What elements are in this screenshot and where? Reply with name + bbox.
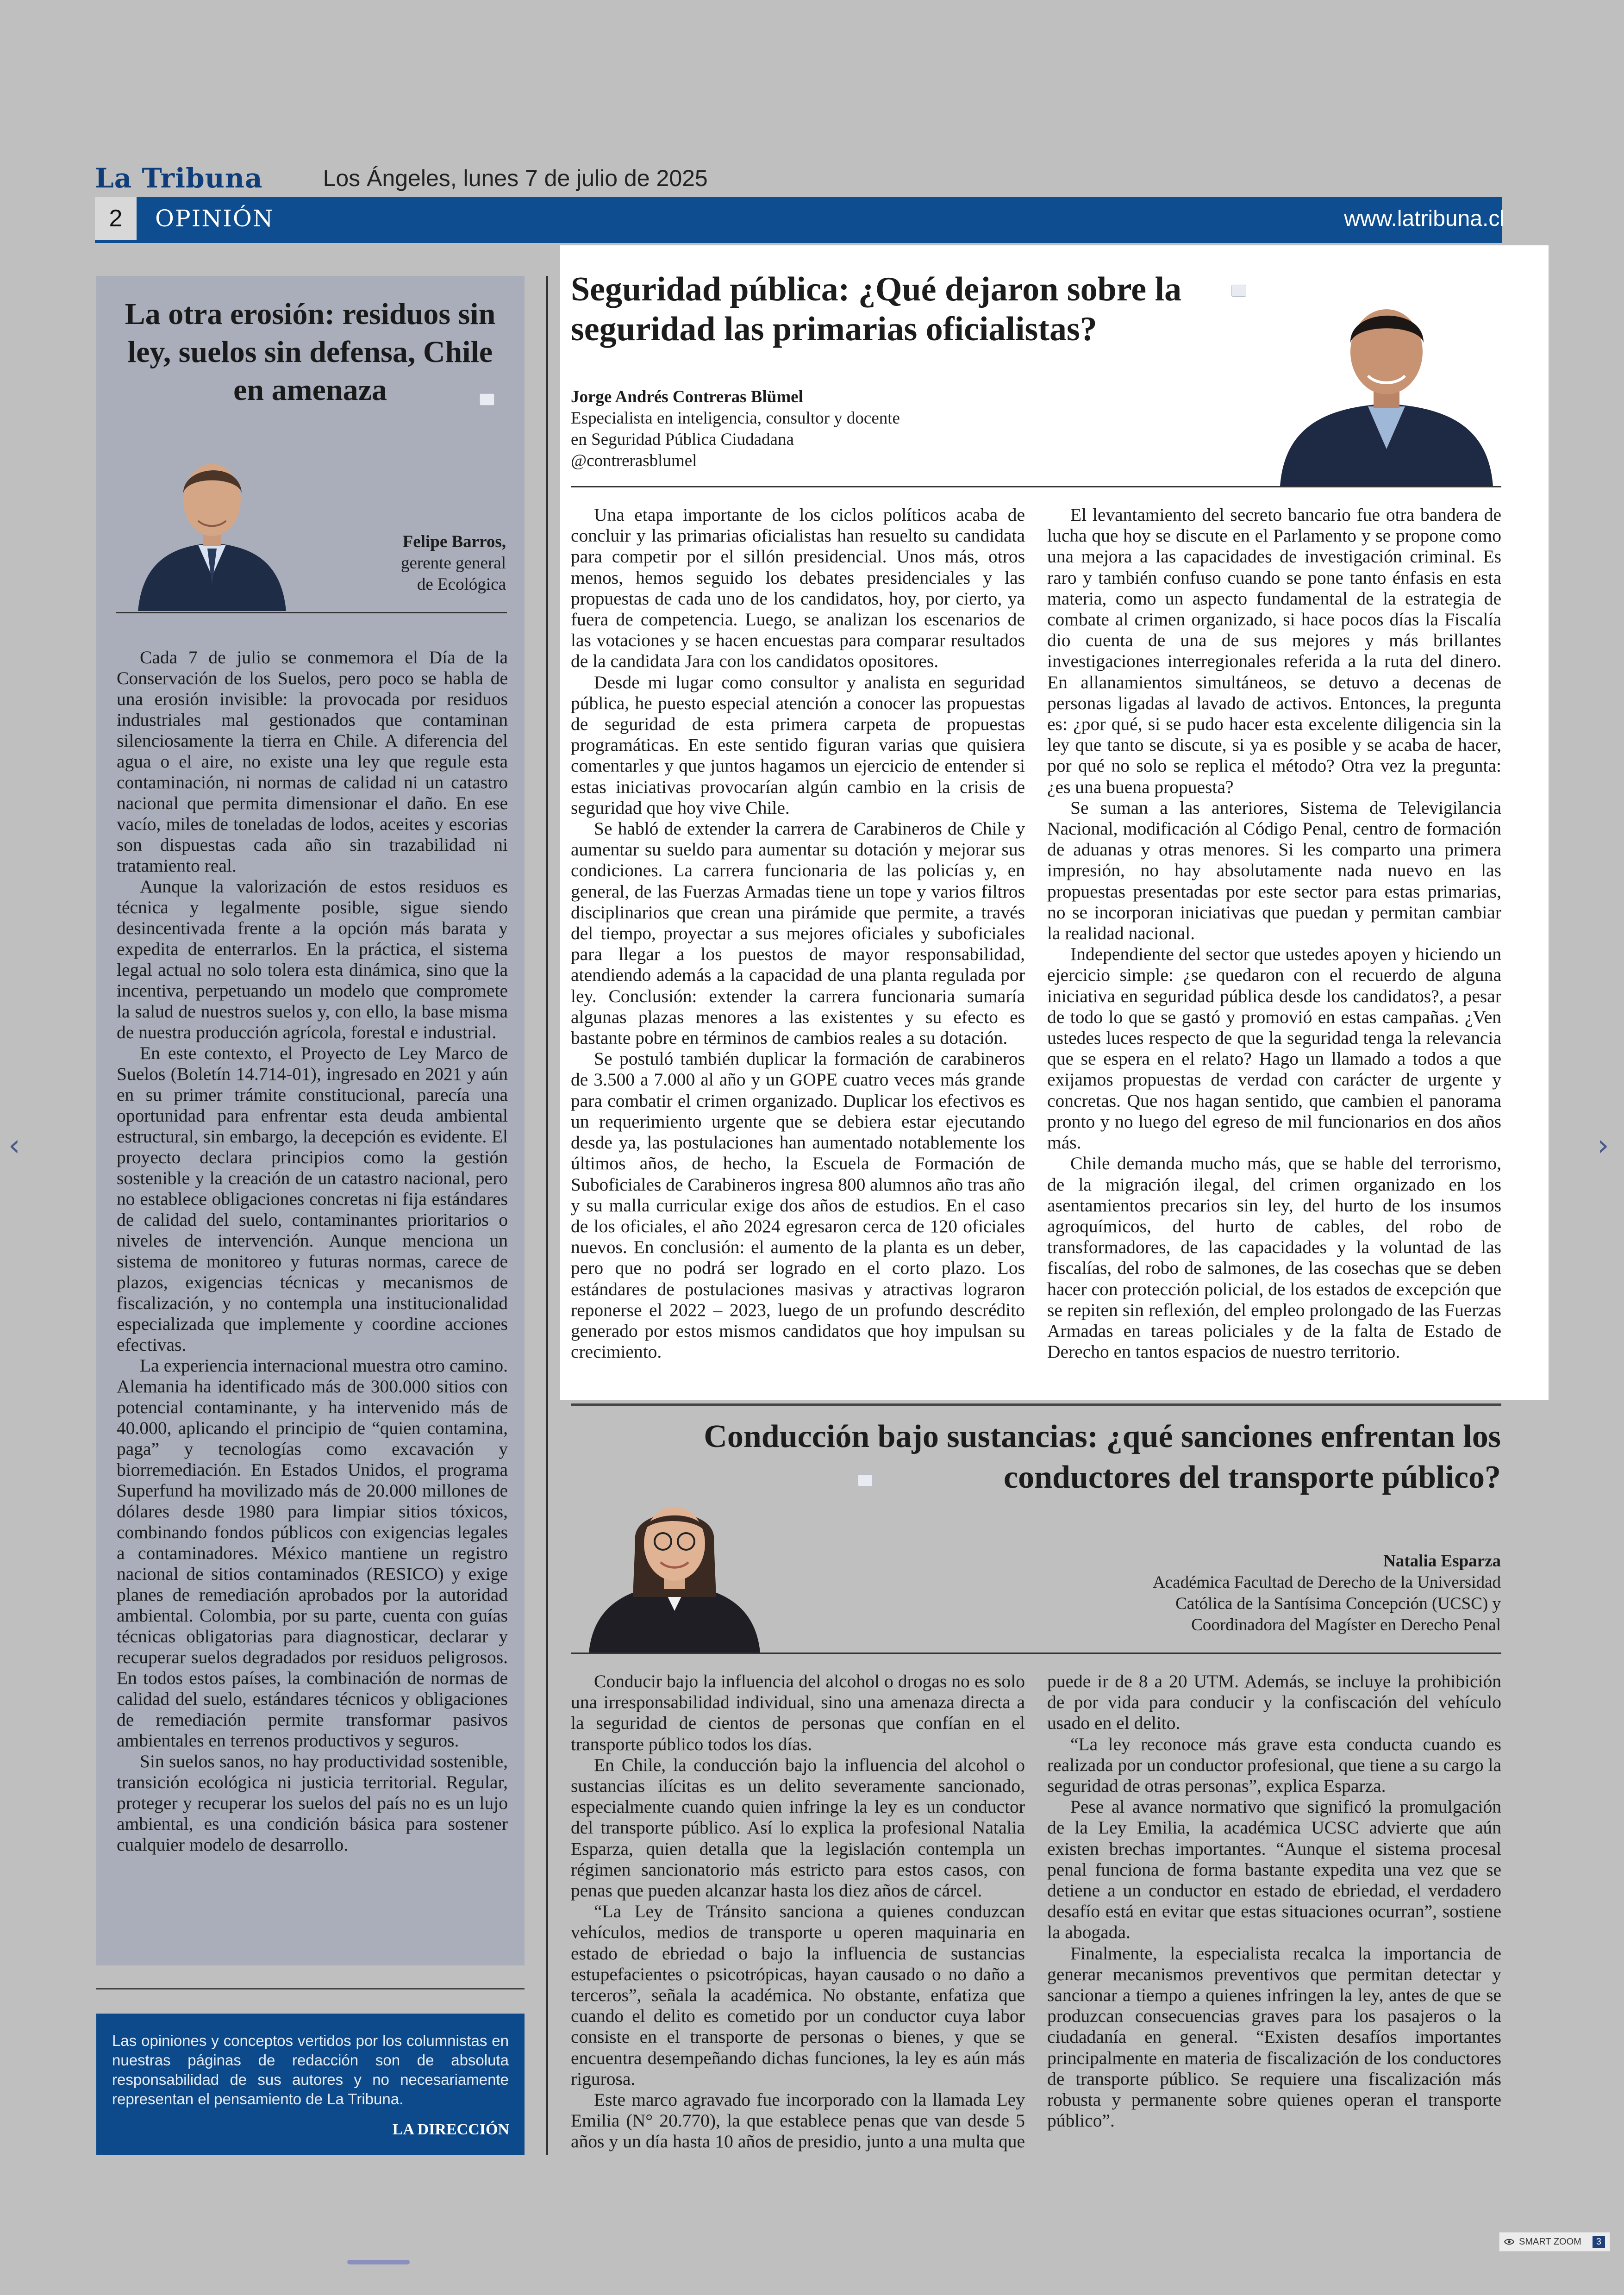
left-article-title: La otra erosión: residuos sin ley, suelos sin defensa, Chile en amenaza (125, 297, 496, 407)
website-link[interactable]: www.latribuna.cl (1344, 206, 1505, 231)
paragraph: Se suman a las anteriores, Sistema de Televigilancia Nacional, modificación al Código Penal, centro de formación de aduanas y otras menores. Si les comparto una primera impresión, no hay absolutamente nada nuevo en las propuestas presentadas por este sector para estas primarias, no se incorporan iniciativas que puedan y permitan cambiar la realidad nacional. (1047, 797, 1501, 944)
paragraph: Chile demanda mucho más, que se hable del terrorismo, de la migración ilegal, del crimen organizado en los asentamientos precarios sin ley, del hurto de los insumos agroquímicos, del hurto de cables, del robo de transformadores, de las capacidades y la voluntad de las fiscalías, del robo de salmones, de las cosechas que se deben hacer con protección policial, de los estados de excepción que se repiten sin reflexión, del empleo prolongado de las Fuerzas Armadas en tareas policiales y de la falta de Estado de Derecho en tantos espacios de nuestro territorio. (1047, 1153, 1501, 1362)
section-name: OPINIÓN (155, 205, 274, 232)
paragraph: La experiencia internacional muestra otro camino. Alemania ha identificado más de 300.000 sitios con potencial contaminante, y ha intervenido más de 40.000, aplicando el principio de “quien contamina, paga” y tecnologías como excavación y biorremediación. En Estados Unidos, el programa Superfund ha movilizado más de 20.000 millones de dólares desde 1980 para limpiar sitios tóxicos, combinando fondos públicos con exigencias legales a contaminadores. México mantiene un registro nacional de sitios contaminados (RESICO) y exige planes de remediación aprobados por la autoridad ambiental. Colombia, por su parte, cuenta con guías técnicas obligatorias para diagnosticar, declarar y recuperar suelos degradados por residuos peligrosos. En todos estos países, la combinación de normas de calidad del suelo, estándares técnicos y obligaciones de remediación permite transformar pasivos ambientales en terrenos productivos y seguros. (117, 1355, 508, 1751)
article-title: Conducción bajo sustancias: ¿qué sanciones enfrentan los conductores del transporte público? (704, 1419, 1501, 1495)
author-name: Felipe Barros, (402, 532, 506, 551)
divider (96, 1988, 525, 1989)
article-body (571, 1671, 1501, 2152)
divider (571, 1403, 1501, 1406)
divider (571, 486, 1501, 487)
paragraph: “La ley reconoce más grave esta conducta cuando es realizada por un conductor profesional, que tiene a su cargo la seguridad de otras personas”, explica Esparza. (1047, 1734, 1501, 1796)
note-icon[interactable] (858, 1474, 873, 1486)
author-photo-jorge-contreras (1275, 273, 1498, 486)
paragraph: Finalmente, la especialista recalca la importancia de generar mecanismos preventivos que permitan detectar y sancionar a tiempo a quienes infringen la ley, antes de que se produzcan consecuencias graves para los pasajeros o la ciudadanía en general. “Existen desafíos importantes principalmente en materia de fiscalización de los conductores de transporte público. Se requiere una fiscalización más robusta y permanente sobre quienes operan el transporte público”. (1047, 1943, 1501, 2131)
eye-icon (1504, 2238, 1514, 2245)
article-author (1111, 1551, 1501, 1636)
chevron-right-icon[interactable]: › (1597, 1129, 1609, 1163)
page-progress-indicator[interactable] (347, 2260, 410, 2264)
note-icon[interactable] (480, 393, 494, 405)
paragraph: Se habló de extender la carrera de Carabineros de Chile y aumentar su sueldo para aumentar su dotación y mejorar sus condiciones. La carrera funcionaria de las policías y, en general, de las Fuerzas Armadas tiene un tope y varios filtros disciplinarios que crean una pirámide que permite, a través del tiempo, proyectar a sus mejores oficiales y suboficiales para llegar a los puestos de mayor responsabilidad, atendiendo además a la capacidad de una planta regulada por ley. Conclusión: extender la carrera funcionaria sumaría algunas plazas menores a las existentes y su efecto es bastante pobre en términos de cambios reales a su dotación. (571, 818, 1025, 1048)
column-divider (546, 276, 548, 2155)
author-title: en Seguridad Pública Ciudadana (571, 430, 794, 449)
chevron-left-icon[interactable]: ‹ (8, 1129, 20, 1163)
paragraph: Cada 7 de julio se conmemora el Día de la Conservación de los Suelos, pero poco se habla de una erosión invisible: la provocada por residuos industriales mal gestionados que contaminan silenciosamente la tierra en Chile. A diferencia del agua o el aire, no existe una ley que regule esta contaminación, ni normas de calidad ni un catastro nacional que permita dimensionar el daño. En ese vacío, miles de toneladas de lodos, aceites y escorias son dispuestas cada año sin trazabilidad ni tratamiento real. (117, 647, 508, 876)
smart-zoom-label: SMART ZOOM (1519, 2236, 1581, 2247)
smart-zoom-badge: 3 (1593, 2236, 1605, 2248)
author-name: Natalia Esparza (1383, 1552, 1501, 1571)
paragraph: Pese al avance normativo que significó la promulgación de la Ley Emilia, la académica UCSC advierte que aún existen brechas importantes. “Aunque el sistema procesal penal funciona de forma bastante expedita una vez que se detiene a un conductor en estado de ebriedad, el verdadero desafío está en evitar que estas situaciones ocurran”, sostiene la abogada. (1047, 1796, 1501, 1943)
paragraph: En Chile, la conducción bajo la influencia del alcohol o sustancias ilícitas es un delito severamente sancionado, especialmente cuando quien infringe la ley es un conductor del transporte público. Así lo explica la profesional Natalia Esparza, quien detalla que la legislación contempla un régimen sancionatorio más estricto para estos casos, con penas que pueden alcanzar hasta los diez años de cárcel. (571, 1754, 1025, 1901)
paragraph: Sin suelos sanos, no hay productividad sostenible, transición ecológica ni justicia territorial. Regular, proteger y recuperar los suelos del país no es un lujo ambiental, es una condición básica para sostener cualquier modelo de desarrollo. (117, 1751, 508, 1855)
disclaimer-signature: LA DIRECCIÓN (392, 2121, 509, 2138)
disclaimer-text: Las opiniones y conceptos vertidos por los columnistas en nuestras páginas de redacción son de absoluta responsabilidad de sus autores y no necesariamente representan el pensamiento de La Tribuna. (112, 2032, 509, 2108)
article-body (571, 505, 1501, 1384)
smart-zoom-button[interactable] (1499, 2232, 1610, 2251)
paragraph: El levantamiento del secreto bancario fue otra bandera de lucha que hoy se discute en el Parlamento y se propone como una mejora a las capacidades de investigación criminal. Es raro y también confuso cuando se pone tanto énfasis en esta materia, como un aspecto fundamental de la estrategia de combate al crimen organizado, si hace pocos días la Fiscalía dio cuenta de una de sus mejores y más brillantes investigaciones interregionales referida a la ruta del dinero. En allanamientos simultáneos, se detuvo a decenas de personas ligadas al lavado de activos. Entonces, la pregunta es: ¿por qué, si se pudo hacer esta excelente diligencia sin la ley que tanto se discute, si ya es posible y se acaba de hacer, por qué no solo se replica el método? Otra vez la pregunta: ¿es una buena propuesta? (1047, 505, 1501, 797)
paragraph: Una etapa importante de los ciclos políticos acaba de concluir y las primarias oficialistas han resuelto su candidata para competir por el sillón presidencial. Unos más, otros menos, hemos seguido los debates presidenciales y las propuestas de cada uno de los candidatos, hoy, por cierto, ya fuera de competencia. Luego, se analizan los escenarios de las votaciones y se hacen encuestas para comparar resultados de la candidata Jara con los candidatos opositores. (571, 505, 1025, 672)
paragraph: Este marco agravado fue incorporado con la llamada Ley Emilia (N° 20.770), la que establece penas que van desde 5 años y un día hasta 10 años de presidio, junto a una multa que puede ir de 8 a 20 UTM. Además, se incluye la prohibición de por vida para conducir y la confiscación del vehículo usado en el delito. (571, 1671, 1501, 2152)
paragraph: Independiente del sector que ustedes apoyen y hiciendo un ejercicio simple: ¿se quedaron con el recuerdo de alguna iniciativa en seguridad pública desde los candidatos?, a pesar de todo lo que se gastó y promovió en estas campañas. ¿Ven ustedes luces respecto de que la seguridad tenga la relevancia que se espera en el relato? Hago un llamado a todos a que exijamos propuestas de verdad con carácter de urgente y concretas. Que nos hagan sentido, que cambien el panorama pronto y no luego del egreso de mil funcionarios en dos años más. (1047, 944, 1501, 1153)
paragraph: Desde mi lugar como consultor y analista en seguridad pública, he puesto especial atención a conocer las propuestas de seguridad de esta primera carpeta de propuestas programáticas. En este sentido figuran varias que quisiera comentarles y que juntos hagamos un ejercicio de entender si estas iniciativas provocarían algún cambio en la crisis de seguridad que hoy vive Chile. (571, 672, 1025, 818)
author-title: Católica de la Santísima Concepción (UCSC) y (1175, 1594, 1501, 1613)
divider (571, 1653, 1501, 1654)
author-title: Académica Facultad de Derecho de la Universidad (1153, 1573, 1501, 1592)
author-photo-natalia-esparza (584, 1463, 765, 1653)
article-author (571, 387, 1103, 472)
author-name: Jorge Andrés Contreras Blümel (571, 387, 803, 406)
author-organization: de Ecológica (417, 575, 506, 594)
author-handle: @contrerasblumel (571, 451, 697, 470)
author-photo-felipe-barros (129, 424, 295, 611)
newspaper-logo: La Tribuna (95, 162, 263, 194)
note-icon[interactable] (1231, 285, 1246, 297)
paragraph: Conducir bajo la influencia del alcohol o drogas no es solo una irresponsabilidad individual, sino una amenaza directa a la seguridad de cientos de personas que confían en el transporte público todos los días. (571, 1671, 1025, 1754)
page-number: 2 (95, 197, 137, 240)
paragraph: Se postuló también duplicar la formación de carabineros de 3.500 a 7.000 al año y un GOPE cuatro veces más grande para combatir el crimen organizado. Duplicar los efectivos es un requerimiento urgente que se debiera estar ejecutando desde ya, las postulaciones han aumentado notablemente los últimos años, de hecho, la Escuela de Formación de Suboficiales de Carabineros ingresa 800 alumnos año tras año y su malla curricular exige dos años de estudios. En el caso de los oficiales, el año 2024 egresaron cerca de 120 oficiales nuevos. En conclusión: el aumento de la planta es un deber, pero que no podrá ser logrado en el corto plazo. Los estándares de postulaciones masivas y atractivas lograron reponerse el 2022 – 2023, luego de un profundo descrédito generado por estos mismos candidatos que hoy impulsan su crecimiento. (571, 1048, 1025, 1362)
paragraph: Aunque la valorización de estos residuos es técnica y legalmente posible, sigue siendo desincentivada frente a la opción más barata y expedita de enterrarlos. En la práctica, el sistema legal actual no solo tolera esta dinámica, sino que la incentiva, perpetuando un modelo que compromete la salud de nuestros suelos y, con ello, la base misma de nuestra producción agrícola, forestal e industrial. (117, 876, 508, 1042)
dateline: Los Ángeles, lunes 7 de julio de 2025 (323, 165, 708, 191)
section-bar (95, 197, 1502, 243)
author-role: gerente general (401, 554, 506, 573)
left-article-author (401, 531, 506, 595)
author-title: Especialista en inteligencia, consultor y docente (571, 409, 900, 428)
divider (116, 612, 507, 613)
paragraph: “La Ley de Tránsito sanciona a quienes conduzcan vehículos, medios de transporte u operen maquinaria en estado de ebriedad o bajo la influencia de sustancias estupefacientes o psicotrópicas, hayan causado o no daño a terceros”, señala la académica. No obstante, enfatiza que cuando el delito es cometido por un conductor cuya labor consiste en el transporte de personas o bienes, y que se encuentra desempeñando dichas funciones, la ley es aún más rigurosa. (571, 1901, 1025, 2089)
paragraph: En este contexto, el Proyecto de Ley Marco de Suelos (Boletín 14.714-01), ingresado en 2021 y aún en su primer trámite constitucional, parecía una oportunidad para enfrentar esta deuda ambiental estructural, sin embargo, la decepción es evidente. El proyecto declara principios como la gestión sostenible y la creación de un catastro nacional, pero no establece obligaciones concretas ni fija estándares de calidad del suelo, contaminantes prioritarios o niveles de intervención. Aunque menciona un sistema de monitoreo y futuras normas, carece de plazos, exigencias técnicas y mecanismos de fiscalización, y no contempla una institucionalidad especializada que implemente y coordine acciones efectivas. (117, 1043, 508, 1355)
left-article-body (117, 647, 508, 1855)
author-title: Coordinadora del Magíster en Derecho Penal (1191, 1615, 1501, 1634)
article-title: Seguridad pública: ¿Qué dejaron sobre la seguridad las primarias oficialistas? (571, 270, 1182, 348)
masthead (95, 160, 708, 197)
